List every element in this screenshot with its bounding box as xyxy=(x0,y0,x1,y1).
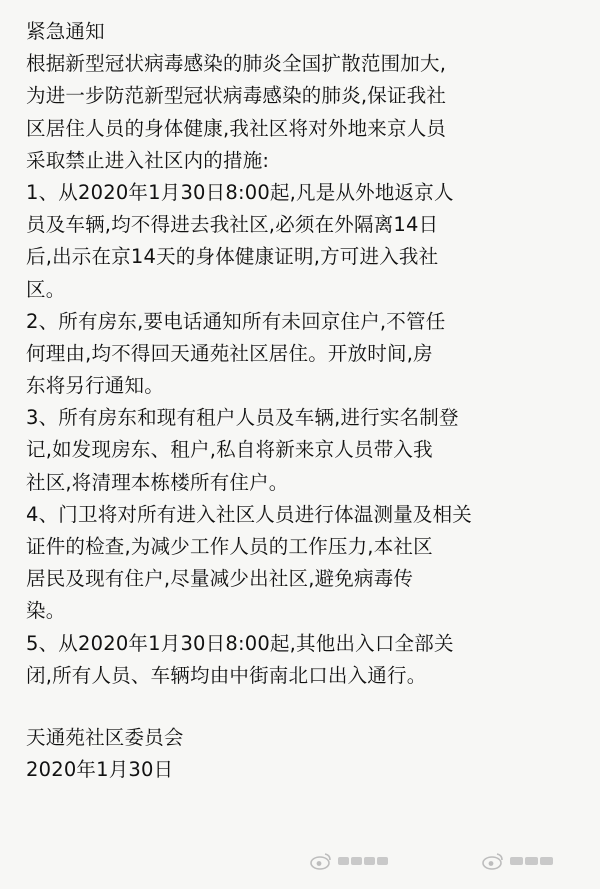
signature-spacer xyxy=(26,692,586,722)
item-5-line: 5、从2020年1月30日8:00起,其他出入口全部关 xyxy=(26,631,454,655)
item-1-line: 区。 xyxy=(26,277,66,301)
item-3-line: 社区,将清理本栋楼所有住户。 xyxy=(26,470,289,494)
item-1-line: 后,出示在京14天的身体健康证明,方可进入我社 xyxy=(26,245,439,269)
item-2-line: 何理由,均不得回天通苑社区居住。开放时间,房 xyxy=(26,341,433,365)
blurred-watermark-text xyxy=(510,854,554,868)
item-4-line: 染。 xyxy=(26,599,66,623)
intro-line: 根据新型冠状病毒感染的肺炎全国扩散范围加大, xyxy=(26,52,447,76)
intro-line: 采取禁止进入社区内的措施: xyxy=(26,148,270,172)
measure-item-4 xyxy=(26,499,586,628)
item-3-line: 3、所有房东和现有租户人员及车辆,进行实名制登 xyxy=(26,406,459,430)
item-4-line: 4、门卫将对所有进入社区人员进行体温测量及相关 xyxy=(26,502,473,526)
item-5-line: 闭,所有人员、车辆均由中街南北口出入通行。 xyxy=(26,663,427,687)
intro-line: 区居住人员的身体健康,我社区将对外地来京人员 xyxy=(26,116,447,140)
notice-title: 紧急通知 xyxy=(26,20,105,43)
watermark xyxy=(310,852,388,870)
weibo-icon xyxy=(310,852,332,870)
intro-line: 为进一步防范新型冠状病毒感染的肺炎,保证我社 xyxy=(26,84,447,108)
item-4-line: 证件的检查,为减少工作人员的工作压力,本社区 xyxy=(26,535,433,558)
item-2-line: 东将另行通知。 xyxy=(26,374,164,398)
measure-item-2 xyxy=(26,306,586,403)
weibo-icon xyxy=(482,852,504,870)
item-4-line: 居民及现有住户,尽量减少出社区,避免病毒传 xyxy=(26,567,414,591)
watermark-strip xyxy=(0,852,600,882)
blurred-watermark-text xyxy=(338,854,388,868)
measure-item-1 xyxy=(26,177,586,306)
signature-block xyxy=(26,722,586,786)
issue-date: 2020年1月30日 xyxy=(26,758,174,782)
issuer-name: 天通苑社区委员会 xyxy=(26,725,184,749)
item-1-line: 1、从2020年1月30日8:00起,凡是从外地返京人 xyxy=(26,180,454,204)
notice-intro xyxy=(26,48,586,177)
item-2-line: 2、所有房东,要电话通知所有未回京住户,不管任 xyxy=(26,309,446,333)
item-3-line: 记,如发现房东、租户,私自将新来京人员带入我 xyxy=(26,438,433,462)
watermark xyxy=(482,852,554,870)
measure-item-3 xyxy=(26,402,586,499)
notice-document xyxy=(26,16,586,786)
measure-item-5 xyxy=(26,628,586,692)
item-1-line: 员及车辆,均不得进去我社区,必须在外隔离14日 xyxy=(26,213,439,237)
